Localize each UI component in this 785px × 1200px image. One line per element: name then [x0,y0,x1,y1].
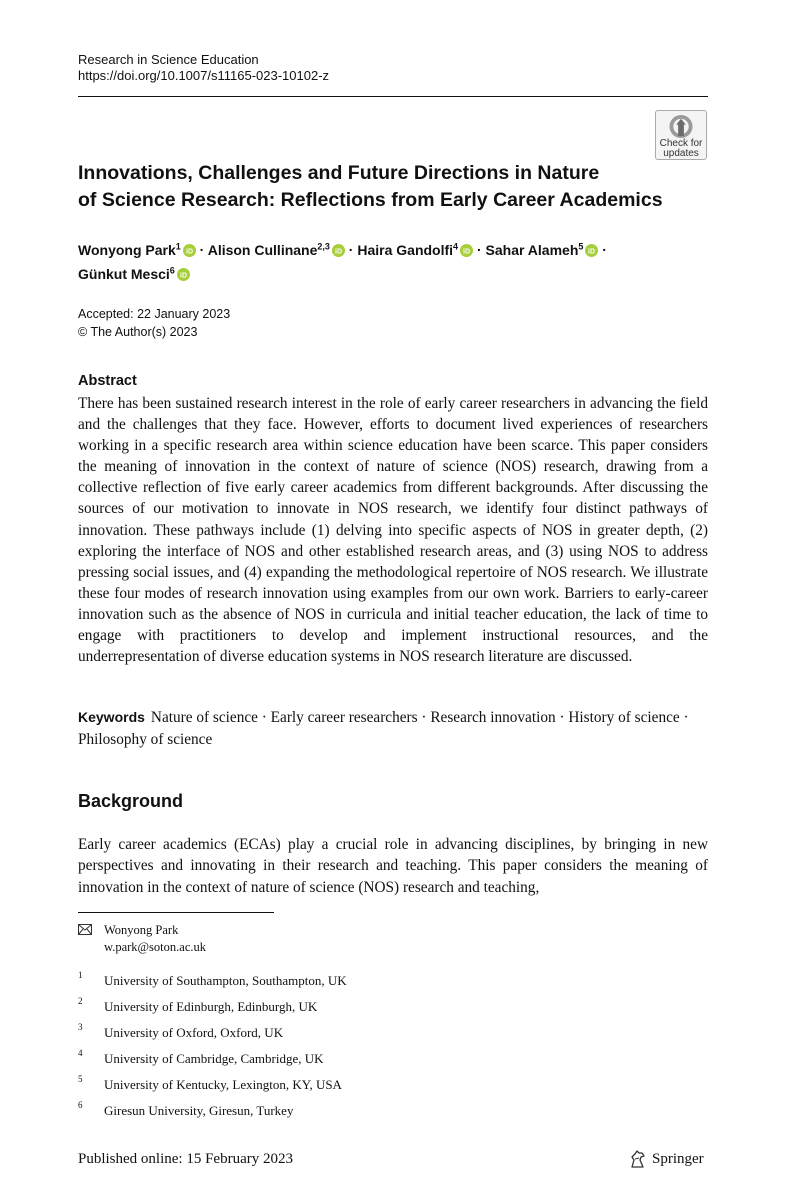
envelope-icon [78,924,92,935]
article-dates [78,305,230,341]
affiliation-item: 6 Giresun University, Giresun, Turkey [78,1100,294,1118]
affiliation-item: 4 University of Cambridge, Cambridge, UK [78,1048,324,1066]
svg-text:iD: iD [179,272,187,280]
badge-line-2: updates [663,148,699,159]
author-separator: · [195,241,208,258]
author-1[interactable]: Wonyong Park$^1$ iD [78,242,196,258]
corresponding-author-email[interactable]: w.park@soton.ac.uk [104,940,206,954]
keywords-text: Nature of science · Early career researchers · Research innovation · History of science · Philosophy of science [78,709,689,748]
author-separator: · [473,241,486,258]
journal-name: Research in Science Education [78,52,259,67]
author-separator: · [598,241,607,258]
footnote-rule [78,912,274,913]
affiliation-item: 5 University of Kentucky, Lexington, KY, USA [78,1074,342,1092]
correspondence-block [78,922,206,956]
affiliation-item: 3 University of Oxford, Oxford, UK [78,1022,284,1040]
publisher-logo [628,1149,704,1169]
orcid-icon[interactable] [585,244,598,257]
svg-text:iD: iD [185,247,193,255]
author-separator: · [344,241,358,258]
author-4[interactable]: Sahar Alameh$^5$ iD [486,242,599,258]
check-for-updates-badge[interactable] [655,110,707,160]
copyright-line: © The Author(s) 2023 [78,325,198,339]
author-5[interactable]: Günkut Mesci$^6$ iD [78,266,190,282]
affiliation-list [78,970,678,1129]
doi-link[interactable]: https://doi.org/10.1007/s11165-023-10102-z [78,68,330,83]
springer-horse-icon [628,1149,648,1169]
abstract-text: There has been sustained research interest in the role of early career researchers in advancing the field and the challenges that they face. However, efforts to document lived experiences of researchers working in a specific research area within science education have been scarce. This paper considers the meaning of innovation in the context of nature of science (NOS) research, drawing from a collective reflection of five early career academics from different backgrounds. After discussing the sources of our motivation to innovate in NOS research, we identify four distinct pathways of innovation. These pathways include (1) delving into specific aspects of NOS in greater depth, (2) exploring the interface of NOS and other established research areas, and (3) using NOS to address pressing social issues, and (4) expanding the methodological repertoire of NOS research. We illustrate these four modes of research innovation using examples from our own work. Barriers to early-career innovation such as the absence of NOS in curricula and initial teacher education, the lack of time to engage with practitioners to develop and implement instructional resources, and the underrepresentation of diverse education systems in NOS research literature are discussed. [78,395,708,666]
header-rule [78,96,708,97]
author-2[interactable]: Alison Cullinane$^{2,3}$ iD [208,242,345,258]
orcid-icon[interactable] [460,244,473,257]
title-line-2: of Science Research: Reflections from Early Career Academics [78,189,663,211]
title-line-1: Innovations, Challenges and Future Directions in Nature [78,162,600,184]
abstract-heading: Abstract [78,373,137,389]
published-online-date: Published online: 15 February 2023 [78,1151,293,1167]
check-updates-icon [668,114,694,139]
orcid-icon[interactable] [332,244,345,257]
author-list [78,236,708,285]
accepted-date: Accepted: 22 January 2023 [78,307,231,321]
badge-line-1: Check for [659,138,703,149]
background-paragraph: Early career academics (ECAs) play a crucial role in advancing disciplines, by bringing in new perspectives and innovating in their research and teaching. This paper considers the meaning of innovation in the context of nature of science (NOS) research and teaching, [78,836,708,896]
article-title [78,160,678,214]
section-heading-background: Background [78,791,184,811]
svg-text:iD: iD [588,247,596,255]
svg-text:iD: iD [334,247,342,255]
author-3[interactable]: Haira Gandolfi$^4$ iD [357,242,473,258]
orcid-icon[interactable] [183,244,196,257]
keywords [78,707,708,750]
keywords-label: Keywords [78,709,145,725]
affiliation-item: 1 University of Southampton, Southampton, UK [78,970,347,988]
journal-header [78,52,329,84]
svg-text:iD: iD [463,247,471,255]
corresponding-author-name: Wonyong Park [104,923,179,937]
publisher-name: Springer [652,1150,704,1167]
orcid-icon[interactable] [177,268,190,281]
affiliation-item: 2 University of Edinburgh, Edinburgh, UK [78,996,318,1014]
